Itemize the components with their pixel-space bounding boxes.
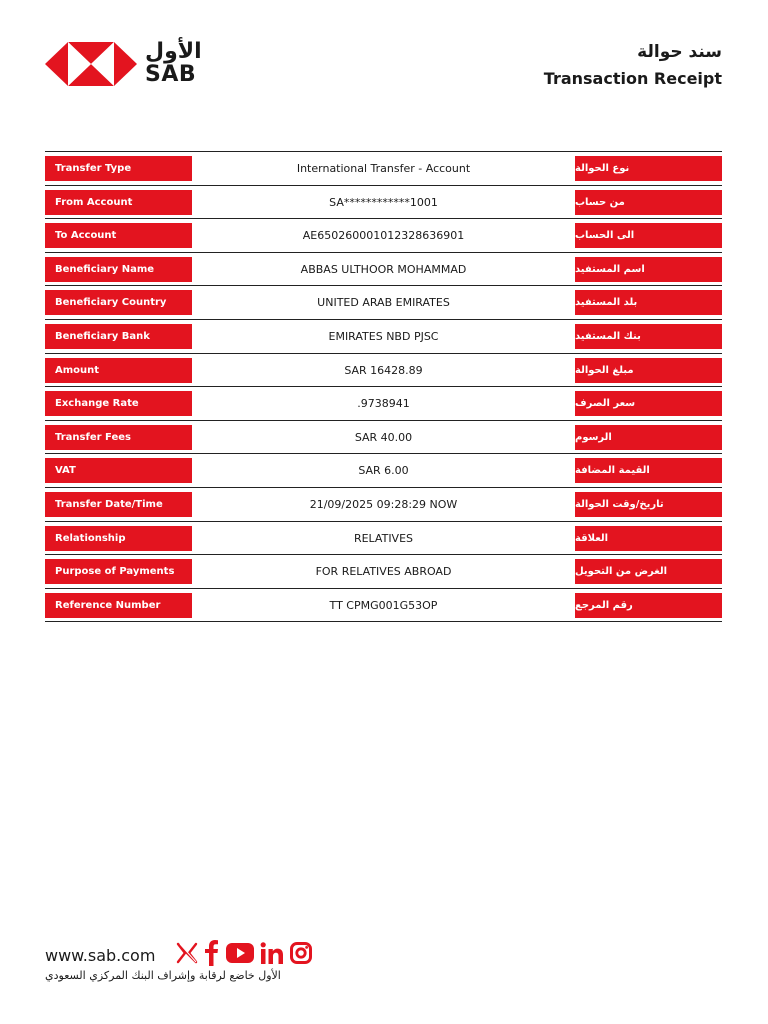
field-label-ar: الرسوم: [575, 425, 722, 450]
field-value: 21/09/2025 09:28:29 NOW: [309, 497, 458, 511]
website-link[interactable]: www.sab.com: [45, 946, 156, 965]
transaction-details-table: [45, 151, 722, 622]
table-row: [45, 286, 722, 320]
field-label-ar: بلد المستفيد: [575, 290, 722, 315]
table-row: [45, 253, 722, 287]
field-label-ar: بنك المستفيد: [575, 324, 722, 349]
youtube-icon[interactable]: [226, 943, 254, 963]
field-value: UNITED ARAB EMIRATES: [317, 296, 450, 310]
instagram-icon[interactable]: [290, 942, 312, 964]
social-links: [176, 940, 312, 966]
field-label-ar: نوع الحوالة: [575, 156, 722, 181]
field-value: ABBAS ULTHOOR MOHAMMAD: [300, 262, 467, 276]
x-icon[interactable]: [176, 942, 198, 964]
table-row: [45, 354, 722, 388]
table-row: [45, 320, 722, 354]
field-label-ar: القيمة المضافة: [575, 458, 722, 483]
receipt-title-ar: سند حوالة: [637, 42, 722, 62]
field-label-en: Beneficiary Country: [45, 290, 192, 315]
field-label-en: To Account: [45, 223, 192, 248]
table-row: [45, 421, 722, 455]
field-value: SAR 16428.89: [344, 363, 423, 377]
field-value: RELATIVES: [353, 531, 414, 545]
field-label-en: Beneficiary Name: [45, 257, 192, 282]
field-label-ar: الغرض من التحويل: [575, 559, 722, 584]
table-row: [45, 387, 722, 421]
field-label-ar: اسم المستفيد: [575, 257, 722, 282]
field-label-ar: مبلغ الحوالة: [575, 358, 722, 383]
field-label-en: Transfer Type: [45, 156, 192, 181]
field-value: SA************1001: [329, 195, 438, 209]
facebook-icon[interactable]: [204, 940, 220, 966]
field-value: FOR RELATIVES ABROAD: [315, 565, 452, 579]
field-label-en: VAT: [45, 458, 192, 483]
field-label-en: Transfer Date/Time: [45, 492, 192, 517]
table-row: [45, 488, 722, 522]
table-row: [45, 589, 722, 623]
field-label-ar: العلاقة: [575, 526, 722, 551]
field-label-en: Purpose of Payments: [45, 559, 192, 584]
field-label-en: Transfer Fees: [45, 425, 192, 450]
sab-logo: [45, 42, 137, 86]
field-label-en: From Account: [45, 190, 192, 215]
table-row: [45, 454, 722, 488]
field-label-ar: تاريخ/وقت الحوالة: [575, 492, 722, 517]
field-label-ar: سعر الصرف: [575, 391, 722, 416]
table-row: [45, 522, 722, 556]
field-label-ar: الى الحساب: [575, 223, 722, 248]
field-value: AE650260001012328636901: [302, 229, 465, 243]
brand-wordmark: [145, 40, 205, 88]
field-label-en: Exchange Rate: [45, 391, 192, 416]
table-row: [45, 152, 722, 186]
regulatory-notice: الأول خاضع لرقابة وإشراف البنك المركزي السعودي: [45, 969, 281, 982]
brand-name-ar: الأول: [145, 39, 202, 64]
field-label-en: Relationship: [45, 526, 192, 551]
receipt-title-en: Transaction Receipt: [543, 69, 722, 88]
field-value: TT CPMG001G53OP: [329, 598, 438, 612]
field-value: EMIRATES NBD PJSC: [328, 329, 439, 343]
table-row: [45, 555, 722, 589]
field-label-en: Amount: [45, 358, 192, 383]
field-value: SAR 6.00: [358, 464, 409, 478]
field-label-en: Beneficiary Bank: [45, 324, 192, 349]
field-value: International Transfer - Account: [296, 162, 471, 175]
field-label-ar: من حساب: [575, 190, 722, 215]
field-label-en: Reference Number: [45, 593, 192, 618]
brand-name-en: SAB: [145, 62, 197, 87]
linkedin-icon[interactable]: [260, 942, 284, 964]
field-label-ar: رقم المرجع: [575, 593, 722, 618]
field-value: .9738941: [357, 397, 410, 411]
table-row: [45, 186, 722, 220]
field-value: SAR 40.00: [354, 430, 413, 444]
table-row: [45, 219, 722, 253]
